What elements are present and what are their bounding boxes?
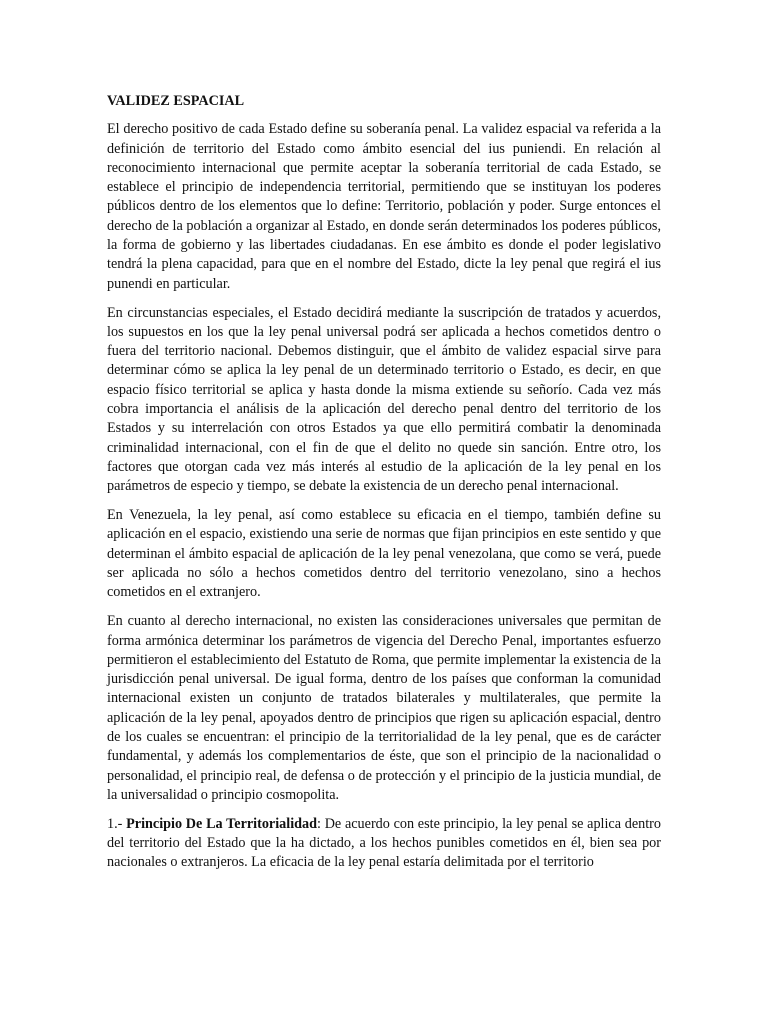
paragraph-territoriality-principle (107, 815, 661, 873)
document-title: VALIDEZ ESPACIAL (107, 93, 245, 109)
paragraph-special-circumstances: En circunstancias especiales, el Estado decidirá mediante la suscripción de tratados y acuerdos, los supuestos en los que la ley penal universal podrá ser aplicada a hechos cometidos dentro o fuera del territorio nacional. Debemos distinguir, que el ámbito de validez espacial sirve para determinar cómo se aplica la ley penal de un determinado territorio o Estado, es decir, en que espacio físico territorial se aplica y hasta donde la misma extiende su señorío. Cada vez más cobra importancia el análisis de la aplicación del derecho penal dentro del territorio de los Estados y su interrelación con otros Estados ya que ello permitirá combatir la denominada criminalidad internacional, con el fin de que el delito no quede sin sanción. Entre otro, los factores que otorgan cada vez más interés al estudio de la aplicación de la ley penal en los parámetros de especio y tiempo, se debate la existencia de un derecho penal internacional. (107, 304, 661, 495)
principle-number: 1.- (107, 815, 127, 832)
paragraph-sovereignty: El derecho positivo de cada Estado define su soberanía penal. La validez espacial va referida a la definición de territorio del Estado como ámbito esencial del ius puniendi. En relación al reconocimiento internacional que permite aceptar la soberanía territorial de cada Estado, se establece el principio de independencia territorial, permitiendo que se instituyan los poderes públicos dentro de los elementos que lo define: Territorio, población y poder. Surge entonces el derecho de la población a organizar al Estado, en donde serán determinados los poderes públicos, la forma de gobierno y las libertades ciudadanas. En ese ámbito es donde el poder legislativo tendrá la plena capacidad, para que en el nombre del Estado, dicte la ley penal que regirá el ius punendi en particular. (107, 121, 661, 292)
document-page (107, 88, 661, 882)
paragraph-venezuela: En Venezuela, la ley penal, así como establece su eficacia en el tiempo, también define su aplicación en el espacio, existiendo una serie de normas que fijan principios en este sentido y que determinan el ámbito espacial de aplicación de la ley penal venezolana, que como se verá, puede ser aplicada no sólo a hechos cometidos dentro del territorio venezolano, sino a hechos cometidos en el extranjero. (107, 507, 661, 601)
principle-heading: Principio De La Territorialidad (126, 815, 318, 832)
principle-text: : De acuerdo con este principio, la ley penal se aplica dentro del territorio del Estado que la ha dictado, a los hechos punibles cometidos en él, bien sea por nacionales o extranjeros. La eficacia de la ley penal estaría delimitada por el territorio (107, 815, 661, 871)
paragraph-international-law: En cuanto al derecho internacional, no existen las consideraciones universales que permitan de forma armónica determinar los parámetros de vigencia del Derecho Penal, importantes esfuerzo permitieron el establecimiento del Estatuto de Roma, que permite implementar la existencia de la jurisdicción penal universal. De igual forma, dentro de los países que conforman la comunidad internacional existen un conjunto de tratados bilaterales y multilaterales, que permite la aplicación de la ley penal, apoyados dentro de principios que rigen su aplicación espacial, dentro de los cuales se encuentran: el principio de la territorialidad de la ley penal, que es de carácter fundamental, y además los complementarios de éste, que son el principio de la nacionalidad o personalidad, el principio real, de defensa o de protección y el principio de la justicia mundial, de la universalidad o principio cosmopolita. (107, 613, 661, 803)
